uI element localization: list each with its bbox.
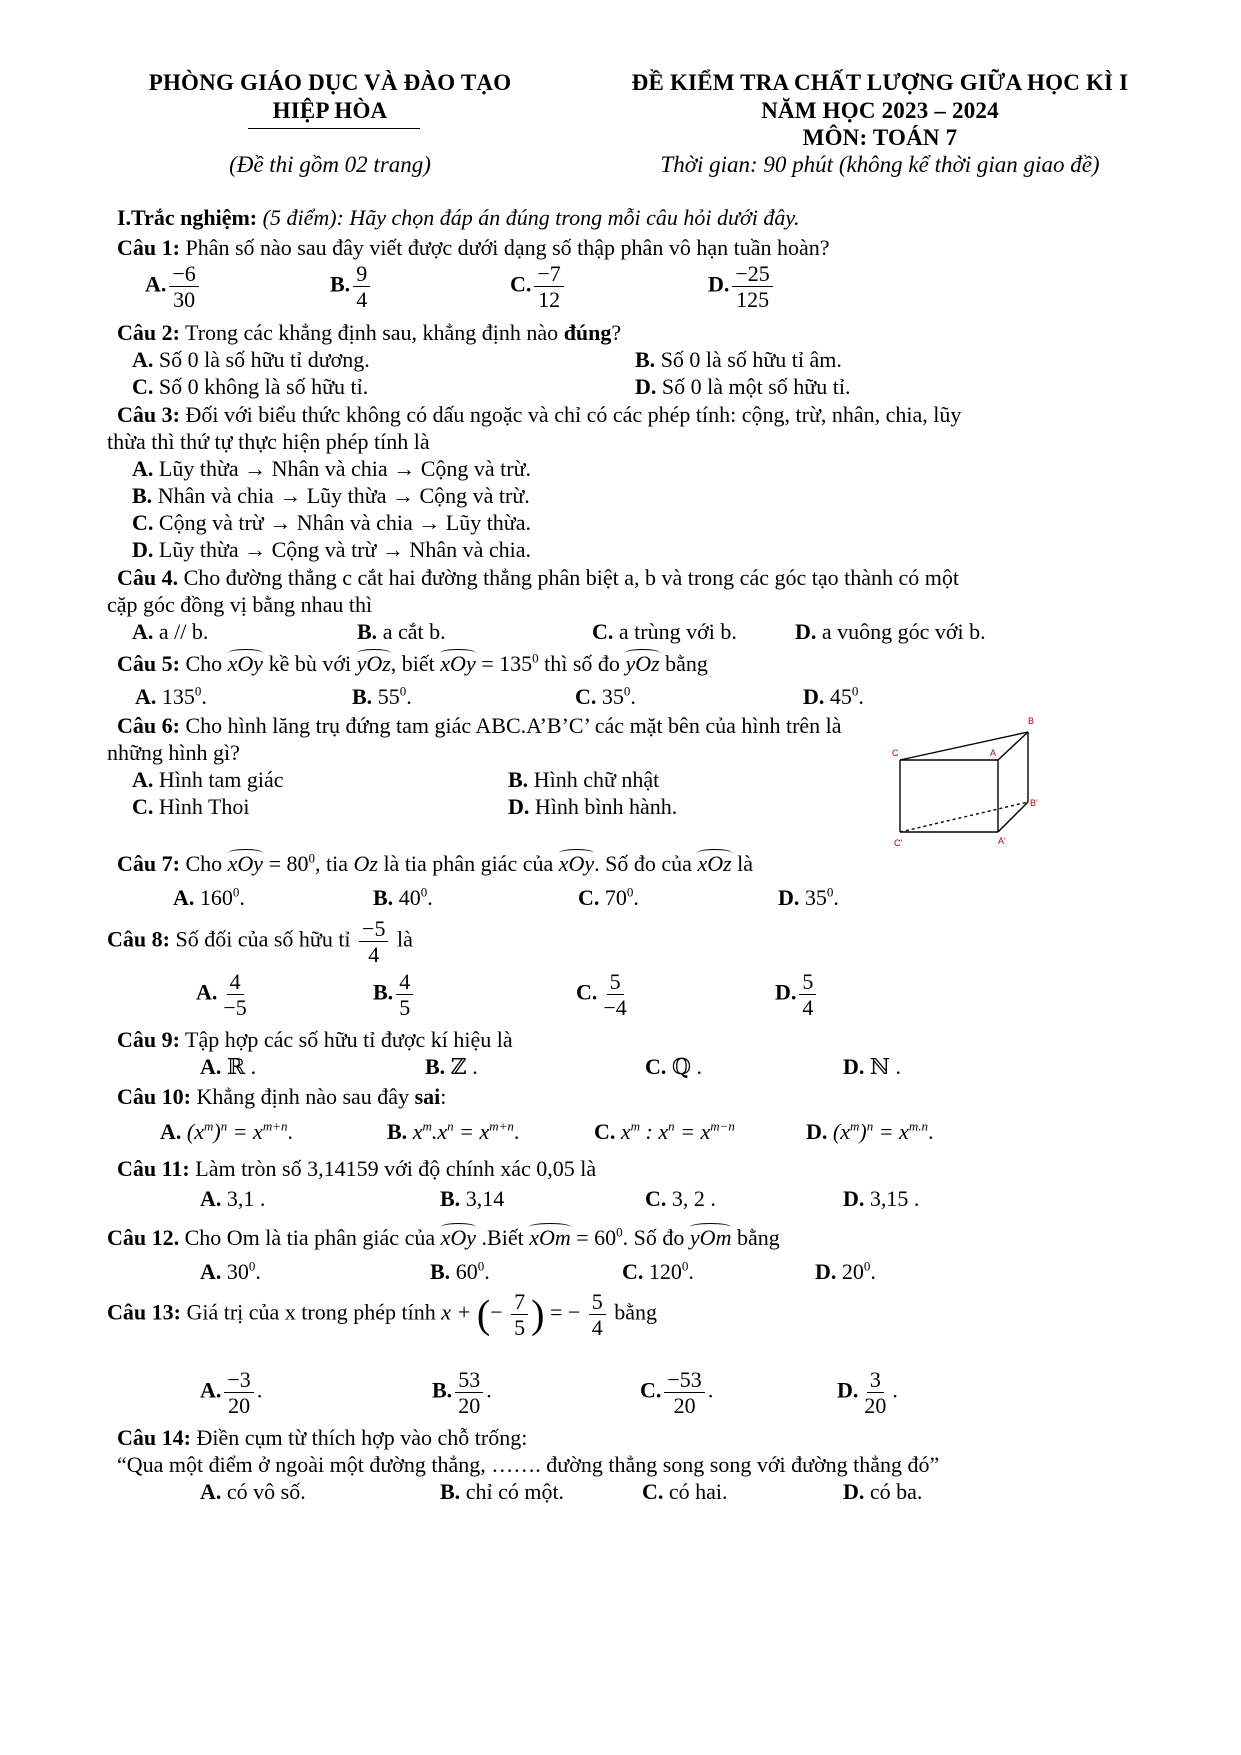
q10-option-d: D. $(x^m)^n = x^{m.n}$.: [806, 1118, 934, 1144]
q7-option-c: C. $70^0$.: [578, 884, 639, 910]
q3-option-c: C. Cộng và trừ → Nhân và chia → Lũy thừa.: [132, 510, 531, 535]
q5-option-a: A. $135^0$.: [135, 683, 207, 709]
q1-option-d: D. $\frac{-25}{125}$: [708, 262, 776, 311]
q7-option-b: B. $40^0$.: [373, 884, 433, 910]
q5-option-b: B. $55^0$.: [352, 683, 412, 709]
q14-option-a: A. có vô số.: [200, 1479, 306, 1504]
question-3: Câu 3: Đối với biểu thức không có dấu ngoặc và chỉ có các phép tính: cộng, trừ, nhân, chia, lũy: [117, 402, 962, 427]
subject: MÔN: TOÁN 7: [802, 125, 958, 150]
page-count-note: (Đề thi gồm 02 trang): [229, 152, 431, 177]
q13-option-d: D. $\frac{3}{20}$ .: [837, 1367, 898, 1419]
q12-option-c: C. $120^0$.: [622, 1258, 694, 1284]
q13-option-a: A. $\frac{-3}{20}$ .: [200, 1367, 263, 1419]
q2-option-c: C. Số 0 không là số hữu tỉ.: [132, 374, 369, 399]
q11-option-d: D. 3,15 .: [843, 1186, 920, 1211]
q3-option-d: D. Lũy thừa → Cộng và trừ → Nhân và chia.: [132, 537, 531, 562]
question-13: Câu 13: Giá trị của x trong phép tính x + (− $\frac{7}{5}$ ) = − $\frac{5}{4}$ bằng: [107, 1289, 658, 1341]
question-6: Câu 6: Cho hình lăng trụ đứng tam giác ABC.A’B’C’ các mặt bên của hình trên là: [117, 713, 842, 738]
school-year: NĂM HỌC 2023 – 2024: [761, 98, 999, 123]
exam-title: ĐỀ KIỂM TRA CHẤT LƯỢNG GIỮA HỌC KÌ I: [631, 70, 1129, 95]
q8-option-c: C. $\frac{5}{-4}$: [576, 969, 627, 1021]
q14-option-b: B. chỉ có một.: [440, 1479, 565, 1504]
q9-option-b: B. ℤ .: [425, 1054, 478, 1079]
question-9: Câu 9: Tập hợp các số hữu tỉ được kí hiệu là: [117, 1027, 513, 1052]
q14-option-c: C. có hai.: [642, 1479, 728, 1504]
prism-label-b: B: [1028, 716, 1035, 726]
q6-option-c: C. Hình Thoi: [132, 794, 250, 819]
q2-option-b: B. Số 0 là số hữu tỉ âm.: [635, 347, 842, 372]
q5-option-d: D. $45^0$.: [803, 683, 864, 709]
q12-option-d: D. $20^0$.: [815, 1258, 876, 1284]
q1-option-a: A. $\frac{-6}{30}$: [145, 262, 202, 311]
q4-option-c: C. a trùng với b.: [592, 619, 737, 644]
question-8: Câu 8: Số đối của số hữu tỉ $\frac{-5}{4}$ là: [107, 916, 413, 968]
time-note: Thời gian: 90 phút (không kể thời gian giao đề): [660, 152, 1100, 177]
question-14: Câu 14: Điền cụm từ thích hợp vào chỗ trống:: [117, 1425, 528, 1450]
q8-option-b: B. $\frac{4}{5}$: [373, 970, 416, 1019]
q3-option-b: B. Nhân và chia → Lũy thừa → Cộng và trừ.: [132, 483, 530, 508]
question-6-cont: những hình gì?: [107, 740, 240, 765]
section-heading: I.Trắc nghiệm: (5 điểm): Hãy chọn đáp án đúng trong mỗi câu hỏi dưới đây.: [117, 205, 800, 230]
q4-option-a: A. a // b.: [132, 619, 209, 644]
q6-option-b: B. Hình chữ nhật: [508, 767, 660, 792]
q4-option-d: D. a vuông góc với b.: [795, 619, 986, 644]
q12-option-b: B. $60^0$.: [430, 1258, 490, 1284]
question-12: Câu 12. Cho Om là tia phân giác của xOy .Biết xOm = $60^0$. Số đo yOm bằng: [107, 1224, 780, 1250]
q9-option-c: C. ℚ .: [645, 1054, 703, 1079]
prism-label-c: C: [892, 748, 899, 758]
q11-option-b: B. 3,14: [440, 1186, 505, 1211]
q8-option-d: D. $\frac{5}{4}$: [775, 970, 819, 1019]
q11-option-c: C. 3, 2 .: [645, 1186, 716, 1211]
q14-option-d: D. có ba.: [843, 1479, 923, 1504]
q2-option-d: D. Số 0 là một số hữu tỉ.: [635, 374, 851, 399]
q7-option-d: D. $35^0$.: [778, 884, 839, 910]
q12-option-a: A. $30^0$.: [200, 1258, 261, 1284]
question-4-cont: cặp góc đồng vị bằng nhau thì: [107, 592, 373, 617]
question-7: Câu 7: Cho xOy = $80^0$, tia Oz là tia phân giác của xOy. Số đo của xOz là: [117, 850, 754, 876]
district-name: HIỆP HÒA: [272, 98, 388, 123]
q6-option-a: A. Hình tam giác: [132, 767, 284, 792]
q13-option-b: B. $\frac{53}{20}$ .: [432, 1367, 492, 1419]
q9-option-a: A. ℝ .: [200, 1054, 257, 1079]
q8-option-a: A. $\frac{4}{-5}$: [196, 969, 247, 1021]
question-10: Câu 10: Khẳng định nào sau đây sai:: [117, 1084, 447, 1109]
q7-option-a: A. $160^0$.: [173, 884, 245, 910]
prism-label-a: A: [990, 748, 997, 758]
q2-option-a: A. Số 0 là số hữu tỉ dương.: [132, 347, 370, 372]
question-5: Câu 5: Cho xOy kề bù với yOz, biết xOy = $135^0$ thì số đo yOz bằng: [117, 650, 708, 676]
question-2: Câu 2: Trong các khẳng định sau, khẳng định nào đúng?: [117, 320, 622, 345]
prism-label-c2: C': [894, 838, 903, 848]
prism-figure: [890, 712, 1040, 852]
q14-quote: “Qua một điểm ở ngoài một đường thẳng, ……. đường thẳng song song với đường thẳng đó”: [117, 1452, 940, 1477]
question-11: Câu 11: Làm tròn số 3,14159 với độ chính xác 0,05 là: [117, 1156, 597, 1181]
q4-option-b: B. a cắt b.: [357, 619, 446, 644]
q3-option-a: A. Lũy thừa → Nhân và chia → Cộng và trừ.: [132, 456, 531, 481]
prism-label-a2: A': [998, 836, 1006, 846]
dept-name: PHÒNG GIÁO DỤC VÀ ĐÀO TẠO: [148, 70, 512, 95]
q6-option-d: D. Hình bình hành.: [508, 794, 678, 819]
q5-option-c: C. $35^0$.: [575, 683, 636, 709]
question-1: Câu 1: Phân số nào sau đây viết được dưới dạng số thập phân vô hạn tuần hoàn?: [117, 235, 830, 260]
q13-option-c: C. $\frac{-53}{20}$ .: [640, 1367, 714, 1419]
q10-option-a: A. $(x^m)^n = x^{m+n}$.: [160, 1118, 293, 1144]
question-4: Câu 4. Cho đường thẳng c cắt hai đường thẳng phân biệt a, b và trong các góc tạo thành có một: [117, 565, 959, 590]
q1-option-c: C. $\frac{-7}{12}$: [510, 262, 567, 311]
q11-option-a: A. 3,1 .: [200, 1186, 266, 1211]
header-underline: [248, 128, 420, 129]
prism-label-b2: B': [1030, 798, 1038, 808]
q10-option-b: B. $x^m.x^n = x^{m+n}$.: [387, 1118, 520, 1144]
q9-option-d: D. ℕ .: [843, 1054, 901, 1079]
question-3-cont: thừa thì thứ tự thực hiện phép tính là: [107, 429, 430, 454]
q10-option-c: C. $x^m$ : $x^n = x^{m-n}$: [594, 1118, 735, 1144]
q1-option-b: B. $\frac{9}{4}$: [330, 262, 373, 311]
